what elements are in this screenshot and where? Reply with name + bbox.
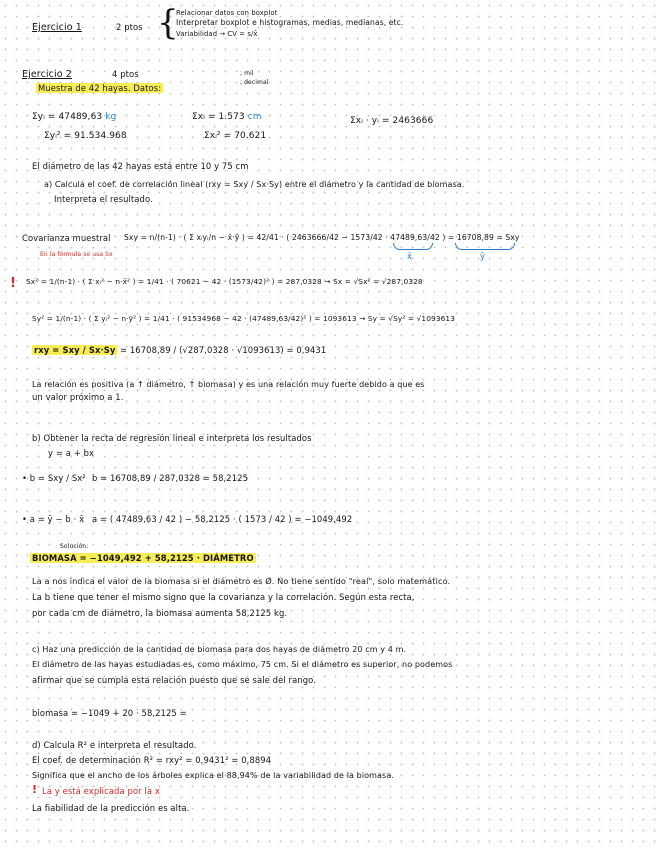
sx-formula: Sx² = 1/(n-1) · ( Σ xᵢ² − n·x̄² ) = 1/41 · ( 70621 − 42 · (1573/42)² ) = 287,0328 → Sx = √Sx² = √287,0328: [26, 277, 423, 286]
unit-kg: kg: [105, 112, 117, 122]
question-b: b) Obtener la recta de regresión lineal e interpreta los resultados: [32, 433, 312, 443]
relation-1: La relación es positiva (a ↑ diámetro, ↑ biomasa) y es una relación muy fuerte debido a que es: [32, 380, 425, 389]
sum-xy: Σxᵢ · yᵢ = 2463666: [350, 116, 434, 126]
covariance-formula: Sxy = n/(n-1) · ( Σ xᵢyᵢ/n − x̄·ȳ ) = 42/41 · ( 2463666/42 − 1573/42 · 47489,63/42 ) = 16708,89 = Sxy: [124, 233, 520, 242]
question-a-2: Interpreta el resultado.: [54, 194, 153, 204]
ex1-item-1: Relacionar datos con boxplot: [176, 9, 278, 17]
sample-highlight: Muestra de 42 hayas. Datos:: [38, 83, 162, 93]
note-decimal: ; decimal: [240, 79, 269, 86]
regression-equation: y = a + bx: [48, 448, 95, 458]
sum-x2: Σxᵢ² = 70.621: [204, 131, 267, 141]
relation-2: un valor próximo a 1.: [32, 392, 124, 402]
b-calculation: b = 16708,89 / 287,0328 = 58,2125: [92, 473, 249, 483]
solution-highlight: BIOMASA = −1049,492 + 58,2125 · DIÁMETRO: [32, 553, 254, 563]
covariance-label: Covarianza muestral: [22, 233, 111, 243]
solution: [30, 553, 256, 563]
interpretation-1: La a nos indica el valor de la biomasa si el diámetro es Ø. No tiene sentido "real", solo matemático.: [32, 576, 451, 586]
question-c: c) Haz una predicción de la cantidad de biomasa para dos hayas de diámetro 20 cm y 4 m.: [32, 645, 407, 654]
ejercicio-2-title: Ejercicio 2: [22, 69, 72, 80]
ejercicio-1-points: 2 ptos: [116, 22, 143, 32]
xbar-brace: [393, 243, 433, 250]
question-d: d) Calcula R² e interpreta el resultado.: [32, 740, 197, 750]
interpretation-3: por cada cm de diámetro, la biomasa aumenta 58,2125 kg.: [32, 608, 288, 618]
d-red-note: La y está explicada por la x: [42, 786, 160, 796]
a-calculation: a = ( 47489,63 / 42 ) − 58,2125 · ( 1573 / 42 ) = −1049,492: [92, 514, 353, 524]
d-text-3: La fiabilidad de la predicción es alta.: [32, 803, 190, 813]
ejercicio-2-points: 4 ptos: [112, 69, 139, 79]
range-text: El diámetro de las 42 hayas está entre 10 y 75 cm: [32, 161, 249, 171]
sum-x-value: Σxᵢ = 1.573: [192, 112, 248, 122]
sum-y: [32, 112, 116, 122]
a-definition: • a = ȳ − b · x̄: [22, 514, 85, 524]
sum-y2: Σyᵢ² = 91.534.968: [44, 131, 127, 141]
question-a: a) Calcula el coef. de correlación lineal (rxy = Sxy / Sx·Sy) entre el diámetro y la cantidad de biomasa.: [44, 180, 465, 189]
sum-x: [192, 112, 262, 122]
red-note: En la fórmula se usa Sx: [40, 251, 113, 258]
rxy-highlight: rxy = Sxy / Sx·Sy: [34, 345, 116, 355]
ex1-item-2: Interpretar boxplot e histogramas, medias, medianas, etc.: [176, 18, 404, 27]
c-text-1: El diámetro de las hayas estudiadas es, como máximo, 75 cm. Si el diámetro es superior, no podemos: [32, 660, 453, 669]
c-calculation: biomasa = −1049 + 20 · 58,2125 =: [32, 708, 187, 718]
rxy-label: [32, 345, 117, 355]
ejercicio-1-title: Ejercicio 1: [32, 22, 82, 33]
ex1-item-3: Variabilidad → CV = s/x̄: [176, 30, 258, 38]
b-definition: • b = Sxy / Sx²: [22, 473, 86, 483]
d-text-1: El coef. de determinación R² = rxy² = 0,9431² = 0,8894: [32, 755, 272, 765]
c-text-2: afirmar que se cumpla esta relación puesto que se sale del rango.: [32, 675, 316, 685]
warning-mark-1: !: [10, 276, 16, 291]
sum-y-value: Σyᵢ = 47489,63: [32, 112, 106, 122]
ybar-label: ȳ: [480, 251, 486, 261]
warning-mark-2: !: [32, 783, 38, 796]
d-text-2: Significa que el ancho de los árboles explica el 88,94% de la variabilidad de la biomasa.: [32, 771, 394, 780]
unit-cm: cm: [247, 112, 262, 122]
xbar-label: x̄: [407, 251, 413, 261]
solution-label: Solución:: [60, 543, 89, 550]
sample-text: [36, 83, 163, 93]
note-mil: ; mil: [240, 70, 254, 77]
sy-formula: Sy² = 1/(n-1) · ( Σ yᵢ² − n·ȳ² ) = 1/41 · ( 91534968 − 42 · (47489,63/42)² ) = 1093613 → Sy = √Sy² = √1093613: [32, 314, 456, 323]
left-brace: {: [157, 3, 179, 43]
rxy-formula: = 16708,89 / (√287,0328 · √1093613) = 0,9431: [120, 345, 327, 355]
ybar-brace: [455, 243, 515, 250]
interpretation-2: La b tiene que tener el mismo signo que la covarianza y la correlación. Según esta recta,: [32, 592, 415, 602]
